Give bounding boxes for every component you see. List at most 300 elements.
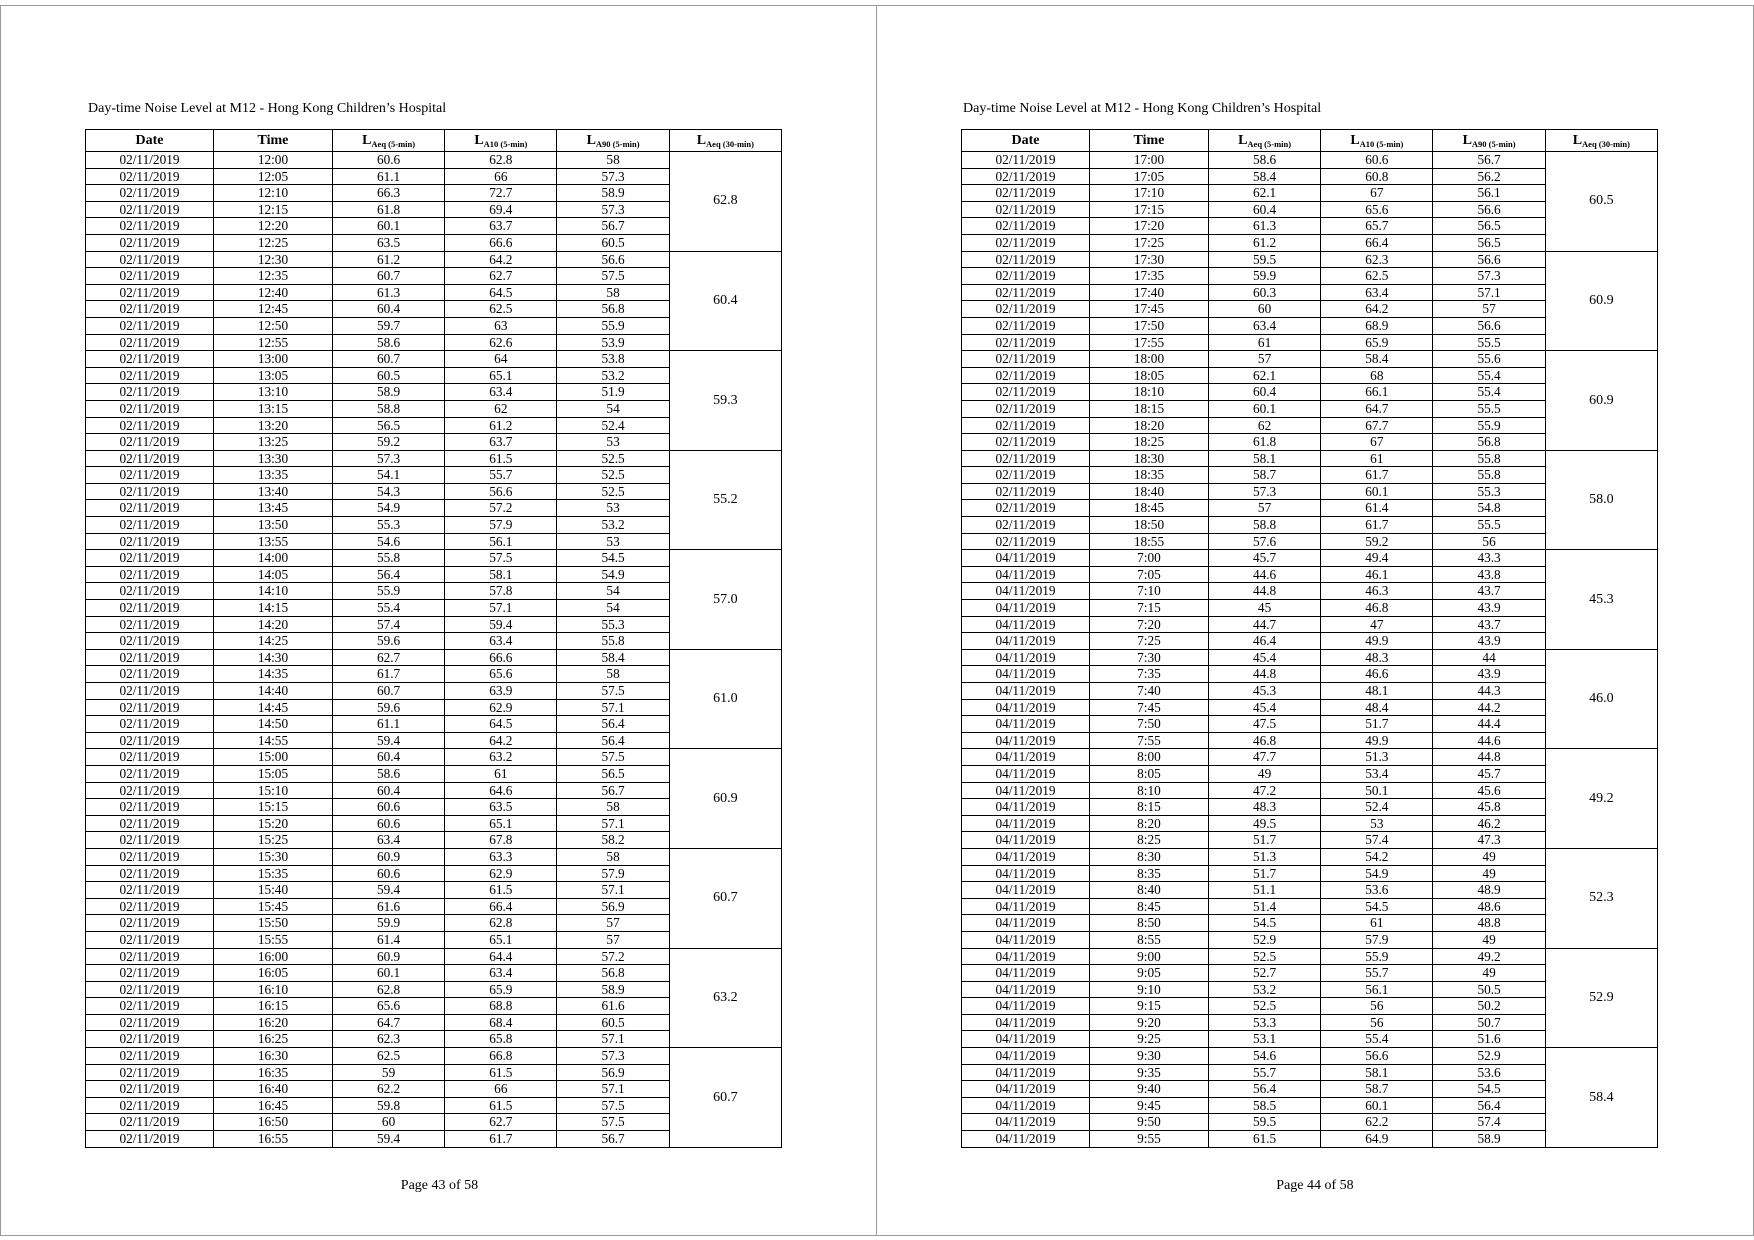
cell-la90-5min: 48.6 (1433, 898, 1545, 915)
table-header-row (86, 130, 782, 152)
cell-la10-5min: 62.8 (445, 152, 557, 169)
cell-date: 02/11/2019 (86, 152, 214, 169)
cell-la10-5min: 67.8 (445, 832, 557, 849)
cell-laeq-30min: 63.2 (669, 948, 781, 1048)
cell-la10-5min: 64.2 (445, 732, 557, 749)
table-row (86, 948, 782, 965)
cell-laeq-5min: 51.7 (1208, 832, 1320, 849)
cell-laeq-5min: 57.6 (1208, 533, 1320, 550)
cell-time: 17:25 (1089, 234, 1208, 251)
cell-la10-5min: 63.7 (445, 218, 557, 235)
cell-date: 02/11/2019 (86, 583, 214, 600)
cell-la90-5min: 48.9 (1433, 882, 1545, 899)
cell-la90-5min: 43.8 (1433, 566, 1545, 583)
cell-la10-5min: 48.4 (1321, 699, 1433, 716)
cell-time: 13:50 (213, 517, 332, 534)
header-laeq-5min (332, 130, 444, 152)
cell-laeq-5min: 51.7 (1208, 865, 1320, 882)
cell-date: 02/11/2019 (962, 384, 1090, 401)
cell-date: 04/11/2019 (962, 865, 1090, 882)
cell-laeq-5min: 52.7 (1208, 965, 1320, 982)
cell-date: 04/11/2019 (962, 848, 1090, 865)
cell-date: 02/11/2019 (86, 666, 214, 683)
cell-laeq-5min: 56.4 (332, 566, 444, 583)
cell-date: 02/11/2019 (86, 168, 214, 185)
cell-date: 02/11/2019 (86, 749, 214, 766)
cell-time: 14:00 (213, 550, 332, 567)
cell-laeq-5min: 55.3 (332, 517, 444, 534)
cell-la10-5min: 65.9 (1321, 334, 1433, 351)
cell-date: 04/11/2019 (962, 782, 1090, 799)
cell-date: 02/11/2019 (86, 782, 214, 799)
cell-date: 02/11/2019 (962, 450, 1090, 467)
cell-la90-5min: 57.5 (557, 683, 669, 700)
cell-la10-5min: 61 (445, 765, 557, 782)
cell-date: 02/11/2019 (86, 351, 214, 368)
cell-la10-5min: 62.6 (445, 334, 557, 351)
cell-date: 04/11/2019 (962, 649, 1090, 666)
cell-la10-5min: 66.6 (445, 649, 557, 666)
cell-time: 12:45 (213, 301, 332, 318)
cell-time: 17:40 (1089, 284, 1208, 301)
cell-la90-5min: 56.6 (1433, 201, 1545, 218)
cell-laeq-5min: 60.4 (1208, 384, 1320, 401)
cell-time: 8:20 (1089, 815, 1208, 832)
document-page-44 (876, 5, 1754, 1236)
cell-date: 02/11/2019 (86, 1081, 214, 1098)
cell-la10-5min: 64.5 (445, 284, 557, 301)
cell-date: 04/11/2019 (962, 1048, 1090, 1065)
table-row (962, 550, 1658, 567)
cell-la90-5min: 56.2 (1433, 168, 1545, 185)
cell-laeq-5min: 45.7 (1208, 550, 1320, 567)
cell-laeq-5min: 59.5 (1208, 1114, 1320, 1131)
cell-time: 7:40 (1089, 683, 1208, 700)
cell-laeq-5min: 52.5 (1208, 948, 1320, 965)
cell-la90-5min: 44.3 (1433, 683, 1545, 700)
cell-laeq-30min: 58.4 (1545, 1048, 1657, 1148)
cell-la90-5min: 57.5 (557, 1097, 669, 1114)
cell-la90-5min: 52.5 (557, 467, 669, 484)
cell-la10-5min: 50.1 (1321, 782, 1433, 799)
cell-laeq-5min: 54.6 (332, 533, 444, 550)
cell-laeq-5min: 61.2 (1208, 234, 1320, 251)
cell-date: 02/11/2019 (86, 517, 214, 534)
cell-laeq-5min: 61.8 (1208, 434, 1320, 451)
header-laeq-30min-symbol: L (1572, 132, 1583, 148)
cell-la90-5min: 57.5 (557, 268, 669, 285)
table-row (962, 848, 1658, 865)
cell-time: 9:10 (1089, 981, 1208, 998)
cell-la10-5min: 49.9 (1321, 633, 1433, 650)
cell-la10-5min: 68.9 (1321, 317, 1433, 334)
table-row (86, 351, 782, 368)
cell-time: 14:40 (213, 683, 332, 700)
cell-date: 02/11/2019 (86, 1064, 214, 1081)
cell-la10-5min: 65.1 (445, 367, 557, 384)
cell-time: 7:55 (1089, 732, 1208, 749)
cell-laeq-5min: 45.4 (1208, 649, 1320, 666)
cell-la90-5min: 56.5 (1433, 218, 1545, 235)
table-row (86, 550, 782, 567)
cell-time: 12:15 (213, 201, 332, 218)
cell-la90-5min: 49 (1433, 931, 1545, 948)
cell-la10-5min: 48.3 (1321, 649, 1433, 666)
page-footer: Page 44 of 58 (1276, 1178, 1354, 1193)
cell-laeq-5min: 58.6 (332, 334, 444, 351)
cell-date: 02/11/2019 (86, 815, 214, 832)
cell-la10-5min: 65.6 (1321, 201, 1433, 218)
cell-date: 02/11/2019 (86, 185, 214, 202)
cell-date: 02/11/2019 (86, 384, 214, 401)
cell-la90-5min: 57.1 (557, 815, 669, 832)
cell-time: 17:55 (1089, 334, 1208, 351)
cell-time: 16:10 (213, 981, 332, 998)
cell-time: 15:40 (213, 882, 332, 899)
cell-laeq-5min: 51.4 (1208, 898, 1320, 915)
cell-la10-5min: 53.6 (1321, 882, 1433, 899)
cell-laeq-5min: 59.4 (332, 732, 444, 749)
cell-time: 18:50 (1089, 517, 1208, 534)
cell-laeq-5min: 46.8 (1208, 732, 1320, 749)
cell-time: 8:55 (1089, 931, 1208, 948)
cell-la90-5min: 56.7 (557, 1131, 669, 1148)
cell-la90-5min: 57.1 (557, 1031, 669, 1048)
header-la10-5min (445, 130, 557, 152)
cell-date: 02/11/2019 (86, 434, 214, 451)
table-row (962, 152, 1658, 169)
cell-la90-5min: 44 (1433, 649, 1545, 666)
cell-laeq-5min: 51.3 (1208, 848, 1320, 865)
cell-la10-5min: 54.5 (1321, 898, 1433, 915)
cell-date: 04/11/2019 (962, 1064, 1090, 1081)
cell-date: 02/11/2019 (962, 351, 1090, 368)
cell-laeq-5min: 59 (332, 1064, 444, 1081)
cell-time: 7:35 (1089, 666, 1208, 683)
cell-date: 02/11/2019 (962, 533, 1090, 550)
cell-time: 18:10 (1089, 384, 1208, 401)
cell-la90-5min: 44.2 (1433, 699, 1545, 716)
cell-la10-5min: 64.4 (445, 948, 557, 965)
cell-laeq-30min: 61.0 (669, 649, 781, 749)
cell-laeq-5min: 60.6 (332, 865, 444, 882)
cell-date: 02/11/2019 (86, 1014, 214, 1031)
cell-time: 15:30 (213, 848, 332, 865)
cell-laeq-5min: 60.6 (332, 815, 444, 832)
cell-date: 02/11/2019 (86, 716, 214, 733)
cell-laeq-5min: 57.4 (332, 616, 444, 633)
cell-laeq-30min: 60.5 (1545, 152, 1657, 252)
cell-time: 15:35 (213, 865, 332, 882)
cell-time: 16:55 (213, 1131, 332, 1148)
cell-time: 8:30 (1089, 848, 1208, 865)
header-la90-5min-subscript: A90 (5-min) (1471, 138, 1516, 149)
cell-time: 9:40 (1089, 1081, 1208, 1098)
cell-time: 14:55 (213, 732, 332, 749)
cell-laeq-5min: 58.6 (1208, 152, 1320, 169)
cell-date: 04/11/2019 (962, 666, 1090, 683)
cell-laeq-5min: 56.4 (1208, 1081, 1320, 1098)
header-la10-5min-symbol: L (474, 132, 484, 148)
cell-la90-5min: 56 (1433, 533, 1545, 550)
cell-date: 04/11/2019 (962, 1131, 1090, 1148)
cell-time: 9:00 (1089, 948, 1208, 965)
cell-time: 15:15 (213, 799, 332, 816)
cell-la90-5min: 53.6 (1433, 1064, 1545, 1081)
cell-la90-5min: 50.5 (1433, 981, 1545, 998)
cell-date: 04/11/2019 (962, 683, 1090, 700)
cell-time: 8:35 (1089, 865, 1208, 882)
cell-la10-5min: 56.1 (445, 533, 557, 550)
cell-time: 17:05 (1089, 168, 1208, 185)
cell-time: 15:55 (213, 931, 332, 948)
cell-time: 9:35 (1089, 1064, 1208, 1081)
cell-la90-5min: 49 (1433, 965, 1545, 982)
cell-date: 02/11/2019 (962, 334, 1090, 351)
cell-la10-5min: 67 (1321, 185, 1433, 202)
cell-la10-5min: 62.7 (445, 1114, 557, 1131)
cell-laeq-5min: 58.9 (332, 384, 444, 401)
cell-la90-5min: 57 (1433, 301, 1545, 318)
cell-la10-5min: 61.7 (445, 1131, 557, 1148)
cell-laeq-5min: 46.4 (1208, 633, 1320, 650)
cell-la90-5min: 58 (557, 848, 669, 865)
cell-laeq-5min: 60.9 (332, 948, 444, 965)
cell-la10-5min: 61 (1321, 915, 1433, 932)
cell-date: 04/11/2019 (962, 1114, 1090, 1131)
cell-time: 17:10 (1089, 185, 1208, 202)
cell-la10-5min: 57.9 (445, 517, 557, 534)
cell-laeq-5min: 59.5 (1208, 251, 1320, 268)
cell-la90-5min: 55.8 (1433, 467, 1545, 484)
cell-time: 13:55 (213, 533, 332, 550)
cell-time: 18:45 (1089, 500, 1208, 517)
cell-la10-5min: 49.4 (1321, 550, 1433, 567)
document-page-43 (0, 5, 877, 1236)
cell-laeq-5min: 59.8 (332, 1097, 444, 1114)
cell-date: 04/11/2019 (962, 749, 1090, 766)
cell-laeq-5min: 44.7 (1208, 616, 1320, 633)
cell-time: 12:20 (213, 218, 332, 235)
cell-la90-5min: 60.5 (557, 1014, 669, 1031)
cell-la90-5min: 55.5 (1433, 334, 1545, 351)
cell-time: 15:50 (213, 915, 332, 932)
cell-date: 02/11/2019 (962, 500, 1090, 517)
cell-time: 7:00 (1089, 550, 1208, 567)
cell-la10-5min: 56.6 (445, 483, 557, 500)
cell-la10-5min: 69.4 (445, 201, 557, 218)
cell-la90-5min: 55.4 (1433, 367, 1545, 384)
cell-la10-5min: 62 (445, 400, 557, 417)
cell-la10-5min: 63.5 (445, 799, 557, 816)
cell-la90-5min: 55.8 (557, 633, 669, 650)
cell-la90-5min: 53 (557, 533, 669, 550)
cell-time: 14:45 (213, 699, 332, 716)
cell-laeq-5min: 56.5 (332, 417, 444, 434)
cell-time: 13:25 (213, 434, 332, 451)
cell-time: 18:25 (1089, 434, 1208, 451)
cell-la10-5min: 60.1 (1321, 1097, 1433, 1114)
cell-date: 02/11/2019 (86, 400, 214, 417)
cell-la10-5min: 62.7 (445, 268, 557, 285)
cell-laeq-5min: 54.5 (1208, 915, 1320, 932)
cell-time: 13:05 (213, 367, 332, 384)
cell-la10-5min: 68 (1321, 367, 1433, 384)
cell-la10-5min: 46.3 (1321, 583, 1433, 600)
cell-la90-5min: 58.4 (557, 649, 669, 666)
cell-time: 9:45 (1089, 1097, 1208, 1114)
cell-la10-5min: 65.9 (445, 981, 557, 998)
cell-laeq-5min: 60.4 (1208, 201, 1320, 218)
cell-la10-5min: 57.5 (445, 550, 557, 567)
cell-date: 02/11/2019 (86, 218, 214, 235)
cell-laeq-5min: 55.4 (332, 600, 444, 617)
cell-la90-5min: 58.9 (557, 981, 669, 998)
table-row (962, 251, 1658, 268)
cell-time: 7:50 (1089, 716, 1208, 733)
cell-date: 02/11/2019 (962, 434, 1090, 451)
cell-time: 9:05 (1089, 965, 1208, 982)
cell-laeq-5min: 45.3 (1208, 683, 1320, 700)
cell-laeq-5min: 59.6 (332, 633, 444, 650)
cell-la90-5min: 58.2 (557, 832, 669, 849)
cell-la90-5min: 53.2 (557, 367, 669, 384)
cell-la90-5min: 58.9 (1433, 1131, 1545, 1148)
cell-laeq-30min: 60.4 (669, 251, 781, 351)
cell-time: 12:00 (213, 152, 332, 169)
cell-laeq-5min: 49 (1208, 765, 1320, 782)
cell-time: 7:15 (1089, 600, 1208, 617)
cell-la90-5min: 50.7 (1433, 1014, 1545, 1031)
cell-la90-5min: 57.1 (557, 1081, 669, 1098)
cell-la90-5min: 57.1 (1433, 284, 1545, 301)
cell-la90-5min: 57 (557, 915, 669, 932)
header-la90-5min-symbol: L (586, 132, 596, 148)
cell-time: 13:15 (213, 400, 332, 417)
cell-laeq-5min: 60.4 (332, 301, 444, 318)
table-row (962, 948, 1658, 965)
cell-time: 12:55 (213, 334, 332, 351)
cell-laeq-5min: 55.8 (332, 550, 444, 567)
cell-laeq-5min: 54.9 (332, 500, 444, 517)
cell-laeq-5min: 62.1 (1208, 367, 1320, 384)
cell-time: 8:25 (1089, 832, 1208, 849)
cell-date: 02/11/2019 (86, 832, 214, 849)
cell-laeq-5min: 61.6 (332, 898, 444, 915)
cell-laeq-5min: 59.6 (332, 699, 444, 716)
cell-date: 04/11/2019 (962, 832, 1090, 849)
cell-time: 9:20 (1089, 1014, 1208, 1031)
cell-la90-5min: 55.9 (557, 317, 669, 334)
cell-date: 02/11/2019 (86, 948, 214, 965)
cell-laeq-5min: 62 (1208, 417, 1320, 434)
cell-date: 02/11/2019 (86, 234, 214, 251)
cell-laeq-5min: 54.3 (332, 483, 444, 500)
cell-la10-5min: 64.2 (445, 251, 557, 268)
cell-la10-5min: 56 (1321, 1014, 1433, 1031)
header-la10-5min-subscript: A10 (5-min) (483, 138, 528, 149)
cell-date: 02/11/2019 (962, 201, 1090, 218)
cell-date: 02/11/2019 (86, 500, 214, 517)
cell-laeq-5min: 61 (1208, 334, 1320, 351)
cell-la10-5min: 64.5 (445, 716, 557, 733)
cell-date: 04/11/2019 (962, 732, 1090, 749)
cell-la10-5min: 58.1 (1321, 1064, 1433, 1081)
cell-laeq-5min: 61.8 (332, 201, 444, 218)
cell-la10-5min: 65.1 (445, 931, 557, 948)
table-row (86, 450, 782, 467)
cell-la10-5min: 66.8 (445, 1048, 557, 1065)
cell-la10-5min: 67 (1321, 434, 1433, 451)
cell-la90-5min: 49.2 (1433, 948, 1545, 965)
cell-la10-5min: 63.7 (445, 434, 557, 451)
cell-date: 04/11/2019 (962, 550, 1090, 567)
cell-la10-5min: 66 (445, 168, 557, 185)
cell-time: 17:45 (1089, 301, 1208, 318)
cell-time: 12:40 (213, 284, 332, 301)
cell-date: 02/11/2019 (86, 600, 214, 617)
cell-la10-5min: 64.7 (1321, 400, 1433, 417)
cell-laeq-5min: 60 (1208, 301, 1320, 318)
cell-date: 02/11/2019 (86, 1097, 214, 1114)
cell-laeq-5min: 58.8 (1208, 517, 1320, 534)
cell-la10-5min: 65.1 (445, 815, 557, 832)
cell-la90-5min: 53 (557, 434, 669, 451)
cell-la90-5min: 58 (557, 152, 669, 169)
cell-la10-5min: 62.3 (1321, 251, 1433, 268)
cell-la10-5min: 62.9 (445, 865, 557, 882)
cell-la90-5min: 45.7 (1433, 765, 1545, 782)
table-row (962, 749, 1658, 766)
cell-laeq-5min: 63.4 (1208, 317, 1320, 334)
cell-la10-5min: 61.7 (1321, 517, 1433, 534)
cell-time: 18:30 (1089, 450, 1208, 467)
cell-time: 12:35 (213, 268, 332, 285)
cell-laeq-30min: 60.7 (669, 1048, 781, 1148)
cell-laeq-5min: 61.2 (332, 251, 444, 268)
cell-laeq-30min: 52.9 (1545, 948, 1657, 1048)
cell-laeq-5min: 60.9 (332, 848, 444, 865)
cell-la90-5min: 53.8 (557, 351, 669, 368)
cell-la90-5min: 57.4 (1433, 1114, 1545, 1131)
cell-la10-5min: 61.4 (1321, 500, 1433, 517)
cell-la90-5min: 47.3 (1433, 832, 1545, 849)
cell-laeq-5min: 61.7 (332, 666, 444, 683)
cell-date: 04/11/2019 (962, 1081, 1090, 1098)
header-la90-5min (1433, 130, 1545, 152)
cell-time: 12:30 (213, 251, 332, 268)
cell-date: 02/11/2019 (86, 998, 214, 1015)
cell-la90-5min: 53.2 (557, 517, 669, 534)
cell-time: 14:20 (213, 616, 332, 633)
page-footer: Page 43 of 58 (400, 1178, 479, 1193)
cell-la90-5min: 56.4 (557, 732, 669, 749)
cell-la10-5min: 54.9 (1321, 865, 1433, 882)
cell-laeq-5min: 64.7 (332, 1014, 444, 1031)
cell-la90-5min: 48.8 (1433, 915, 1545, 932)
cell-la90-5min: 55.5 (1433, 400, 1545, 417)
cell-laeq-5min: 62.5 (332, 1048, 444, 1065)
cell-laeq-5min: 60.7 (332, 683, 444, 700)
cell-date: 04/11/2019 (962, 815, 1090, 832)
cell-la10-5min: 58.1 (445, 566, 557, 583)
cell-la90-5min: 55.5 (1433, 517, 1545, 534)
cell-la90-5min: 57.3 (557, 201, 669, 218)
cell-date: 04/11/2019 (962, 583, 1090, 600)
header-la90-5min-subscript: A90 (5-min) (595, 138, 640, 149)
cell-date: 04/11/2019 (962, 965, 1090, 982)
cell-date: 04/11/2019 (962, 716, 1090, 733)
